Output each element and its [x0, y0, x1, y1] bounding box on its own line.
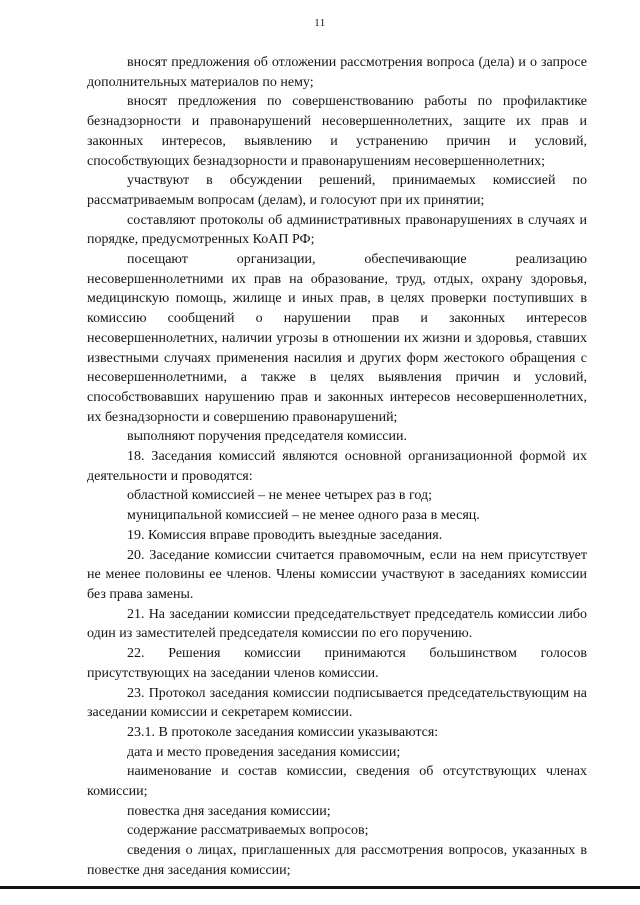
paragraph: повестка дня заседания комиссии; — [127, 803, 331, 819]
paragraph: составляют протоколы об административных правонарушениях в случаях и порядке, предусмотренных КоАП РФ; — [87, 212, 587, 248]
paragraph-clause-23-1: 23.1. В протоколе заседания комиссии указываются: — [127, 724, 439, 740]
paragraph-clause-19: 19. Комиссия вправе проводить выездные заседания. — [127, 527, 443, 543]
paragraph-clause-22: 22. Решения комиссии принимаются большинством голосов присутствующих на заседании членов комиссии. — [87, 646, 587, 681]
document-body — [87, 53, 587, 881]
paragraph-clause-20: 20. Заседание комиссии считается правомочным, если на нем присутствует не менее половины ее членов. Члены комиссии участвуют в заседаниях комиссии без права замены. — [87, 547, 587, 602]
paragraph: наименование и состав комиссии, сведения об отсутствующих членах комиссии; — [87, 764, 587, 800]
paragraph: дата и место проведения заседания комиссии; — [127, 744, 401, 760]
paragraph: сведения о лицах, приглашенных для рассмотрения вопросов, указанных в повестке дня заседания комиссии; — [87, 843, 587, 878]
paragraph: вносят предложения об отложении рассмотрения вопроса (дела) и о запросе дополнительных материалов по нему; — [87, 55, 587, 90]
paragraph-clause-23: 23. Протокол заседания комиссии подписывается председательствующим на заседании комиссии и секретарем комиссии. — [87, 685, 587, 721]
paragraph: муниципальной комиссией – не менее одного раза в месяц. — [127, 508, 480, 524]
paragraph: участвуют в обсуждении решений, принимаемых комиссией по рассматриваемым вопросам (делам), и голосуют при их принятии; — [87, 173, 587, 208]
paragraph: вносят предложения по совершенствованию работы по профилактике безнадзорности и правонарушений несовершеннолетних, защите их прав и законных интересов, выявлению и устранению причин и условий, способствующих безнадзорности и правонарушениям несовершеннолетних; — [87, 94, 587, 169]
page-number: 11 — [314, 17, 326, 29]
paragraph: содержание рассматриваемых вопросов; — [127, 823, 369, 839]
paragraph: посещают организации, обеспечивающие реализацию несовершеннолетними их прав на образование, труд, отдых, охрану здоровья, медицинскую помощь, жилище и иных прав, в целях проверки поступивших в комиссию сообщений о нарушении прав и законных интересов несовершеннолетних, наличии угрозы в отношении их жизни и здоровья, ставших известными случаях применения насилия и других форм жестокого обращения с несовершеннолетними, а также в целях выявления причин и условий, способствовавших нарушению прав и законных интересов несовершеннолетних, их безнадзорности и совершению правонарушений; — [87, 252, 587, 425]
bottom-border-line — [0, 886, 640, 889]
paragraph: областной комиссией – не менее четырех раз в год; — [127, 488, 432, 504]
paragraph-clause-18: 18. Заседания комиссий являются основной организационной формой их деятельности и проводятся: — [87, 449, 587, 484]
paragraph: выполняют поручения председателя комиссии. — [127, 429, 407, 445]
paragraph-clause-21: 21. На заседании комиссии председательствует председатель комиссии либо один из заместителей председателя комиссии по его поручению. — [87, 606, 587, 642]
